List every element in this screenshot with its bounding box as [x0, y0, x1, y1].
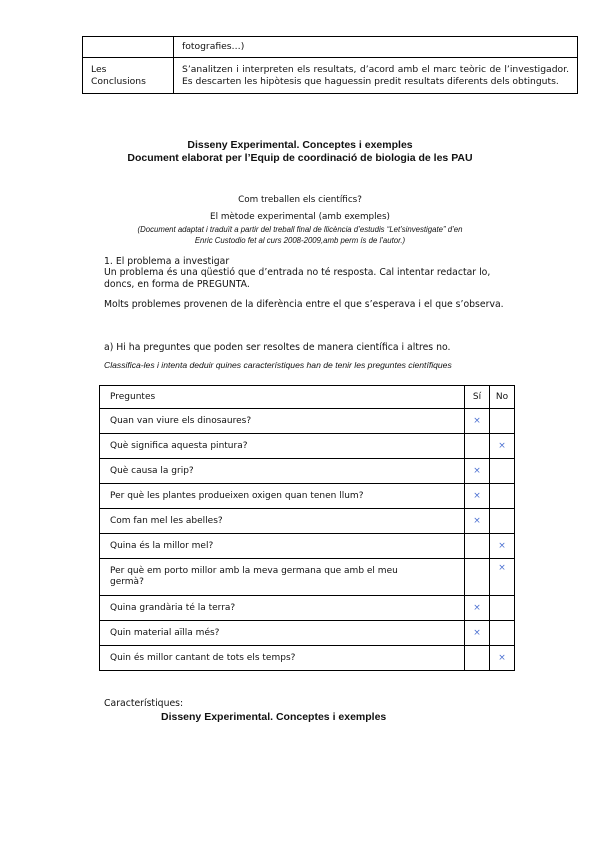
yes-mark: × — [465, 409, 490, 434]
column-header-no: No — [490, 386, 515, 409]
section-paragraph: Molts problemes provenen de la diferència entre el que s’esperava i el que s’observa. — [104, 299, 504, 310]
no-mark: × — [490, 534, 515, 559]
table-row — [100, 534, 515, 559]
yes-mark — [465, 534, 490, 559]
table-cell-label — [83, 37, 174, 58]
table-row — [100, 459, 515, 484]
yes-mark — [465, 434, 490, 459]
table-row — [100, 646, 515, 671]
yes-mark: × — [465, 621, 490, 646]
source-note-line2: Enric Custodio fet al curs 2008-2009,amb perm ís de l’autor.) — [194, 236, 406, 245]
table-cell-text: S’analitzen i interpreten els resultats, d’acord amb el marc teòric de l’investigador. Es descarten les hipòtesis que haguessin predit resultats diferents dels obtinguts. — [174, 58, 578, 94]
table-row — [83, 37, 578, 58]
question-cell: Per què em porto millor amb la meva germana que amb el meu germà? — [100, 559, 465, 596]
question-cell: Per què les plantes produeixen oxigen quan tenen llum? — [100, 484, 465, 509]
table-row — [83, 58, 578, 94]
yes-mark — [465, 559, 490, 596]
no-mark — [490, 596, 515, 621]
question-cell: Què causa la grip? — [100, 459, 465, 484]
yes-mark: × — [465, 484, 490, 509]
question-cell: Com fan mel les abelles? — [100, 509, 465, 534]
exercise-instruction: Classifica-les i intenta deduir quines característiques han de tenir les preguntes científiques — [104, 360, 452, 370]
table-row — [100, 409, 515, 434]
question-cell: Quan van viure els dinosaures? — [100, 409, 465, 434]
no-mark — [490, 484, 515, 509]
exercise-a: a) Hi ha preguntes que poden ser resoltes de manera científica i altres no. — [104, 342, 451, 353]
questions-table — [99, 385, 515, 671]
yes-mark: × — [465, 509, 490, 534]
intro-question: Com treballen els científics? — [238, 195, 362, 205]
section-paragraph: Un problema és una qüestió que d’entrada no té resposta. Cal intentar redactar lo, doncs, en forma de PREGUNTA. — [104, 267, 491, 290]
no-mark — [490, 409, 515, 434]
yes-mark: × — [465, 596, 490, 621]
table-cell-text: fotografies…) — [174, 37, 578, 58]
table-row — [100, 509, 515, 534]
column-header-questions: Preguntes — [100, 386, 465, 409]
question-cell: Quina grandària té la terra? — [100, 596, 465, 621]
document-subtitle: Document elaborat per l’Equip de coordinació de biologia de les PAU — [127, 152, 473, 164]
table-row — [100, 559, 515, 596]
source-note-line1: (Document adaptat i traduït a partir del treball final de llicència d’estudis “Let’sinvestigate” d’en — [137, 225, 463, 234]
characteristics-label: Característiques: — [104, 698, 184, 709]
table-row — [100, 621, 515, 646]
no-mark: × — [490, 646, 515, 671]
repeated-title: Disseny Experimental. Conceptes i exemples — [161, 711, 387, 723]
table-row — [100, 434, 515, 459]
no-mark: × — [490, 559, 515, 596]
document-title: Disseny Experimental. Conceptes i exemples — [187, 139, 413, 151]
no-mark — [490, 509, 515, 534]
question-cell: Quin material aïlla més? — [100, 621, 465, 646]
table-row — [100, 484, 515, 509]
question-cell: Quina és la millor mel? — [100, 534, 465, 559]
conclusions-table — [82, 36, 578, 94]
question-cell: Quin és millor cantant de tots els temps? — [100, 646, 465, 671]
no-mark — [490, 621, 515, 646]
yes-mark — [465, 646, 490, 671]
section-heading: 1. El problema a investigar — [104, 256, 230, 267]
column-header-yes: Sí — [465, 386, 490, 409]
no-mark — [490, 459, 515, 484]
table-cell-label: Les Conclusions — [83, 58, 174, 94]
question-cell: Què significa aquesta pintura? — [100, 434, 465, 459]
yes-mark: × — [465, 459, 490, 484]
no-mark: × — [490, 434, 515, 459]
table-row — [100, 596, 515, 621]
method-title: El mètode experimental (amb exemples) — [210, 212, 390, 222]
table-header-row — [100, 386, 515, 409]
